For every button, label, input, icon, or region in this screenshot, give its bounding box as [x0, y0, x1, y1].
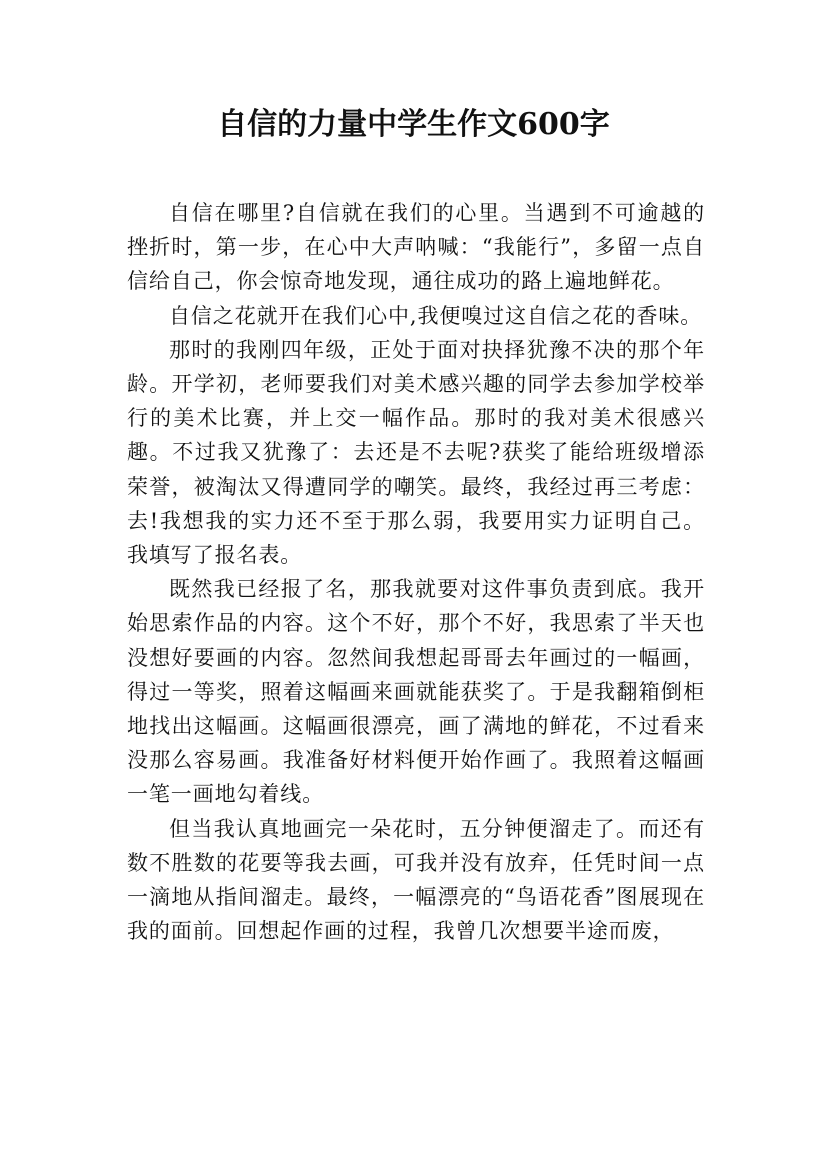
paragraph-3: 那时的我刚四年级，正处于面对抉择犹豫不决的那个年龄。开学初，老师要我们对美术感兴趣的同学去参加学校举行的美术比赛，并上交一幅作品。那时的我对美术很感兴趣。不过我又犹豫了：去还是不去呢?获奖了能给班级增添荣誉，被淘汰又得遭同学的嘲笑。最终，我经过再三考虑：去!我想我的实力还不至于那么弱，我要用实力证明自己。我填写了报名表。 — [127, 337, 705, 568]
paragraph-4: 既然我已经报了名，那我就要对这件事负责到底。我开始思索作品的内容。这个不好，那个不好，我思索了半天也没想好要画的内容。忽然间我想起哥哥去年画过的一幅画，得过一等奖，照着这幅画来画就能获奖了。于是我翻箱倒柜地找出这幅画。这幅画很漂亮，画了满地的鲜花，不过看来没那么容易画。我准备好材料便开始作画了。我照着这幅画一笔一画地勾着线。 — [127, 577, 705, 807]
document-title: 自信的力量中学生作文600字 — [217, 107, 610, 142]
paragraph-2: 自信之花就开在我们心中,我便嗅过这自信之花的香味。 — [169, 303, 703, 328]
paragraph-1: 自信在哪里?自信就在我们的心里。当遇到不可逾越的挫折时，第一步，在心中大声呐喊：“我能行”，多留一点自信给自己，你会惊奇地发现，通往成功的路上遍地鲜花。 — [127, 201, 705, 294]
paragraph-5: 但当我认真地画完一朵花时，五分钟便溜走了。而还有数不胜数的花要等我去画，可我并没有放弃，任凭时间一点一滴地从指间溜走。最终，一幅漂亮的“鸟语花香”图展现在我的面前。回想起作画的过程，我曾几次想要半途而废， — [127, 816, 705, 944]
document-body — [127, 196, 705, 948]
